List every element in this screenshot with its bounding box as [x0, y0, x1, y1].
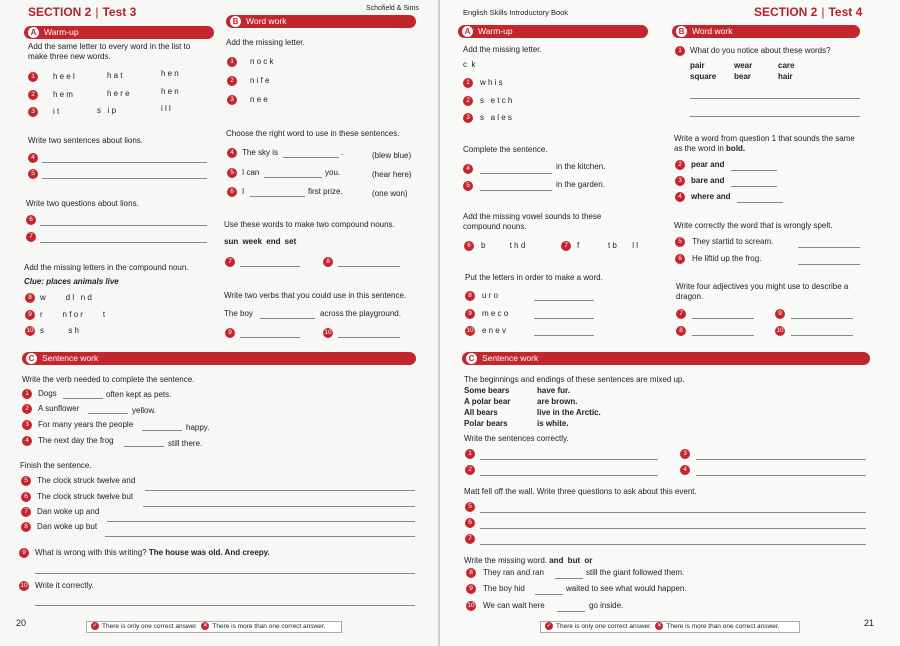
q-number: 8 — [21, 522, 31, 532]
q-number: 1 — [227, 57, 237, 67]
answer-line[interactable] — [42, 162, 207, 163]
q-number: 2 — [22, 404, 32, 414]
q-number: 1 — [463, 78, 473, 88]
q-number: 7 — [21, 507, 31, 517]
q-number: 5 — [227, 168, 237, 178]
q-number: 10 — [324, 329, 332, 336]
answer-line[interactable] — [124, 446, 164, 447]
answer-line[interactable] — [35, 573, 415, 574]
instruction: Write two questions about lions. — [26, 199, 139, 208]
q-number: 8 — [466, 568, 476, 578]
q-number: 1 — [675, 46, 685, 56]
right-page — [440, 0, 900, 646]
sentence-ending: are brown. — [537, 397, 578, 406]
q-number: 10 — [467, 602, 475, 609]
instruction: Write two verbs that you could use in this sentence. — [224, 291, 407, 300]
q-number: 7 — [225, 257, 235, 267]
instruction: Add the missing letter. — [463, 45, 542, 54]
sentence-end: waited to see what would happen. — [566, 584, 687, 593]
q-number: 6 — [675, 254, 685, 264]
q-number: 2 — [675, 160, 685, 170]
sentence-end: yellow. — [132, 406, 157, 415]
sentence-start: I — [242, 187, 245, 196]
sentence-start: Dogs — [38, 389, 57, 398]
answer-line[interactable] — [63, 398, 103, 399]
compound-word: r nfor t — [40, 310, 108, 319]
q-number: 3 — [463, 113, 473, 123]
q-number: 5 — [28, 169, 38, 179]
q-number: 1 — [22, 389, 32, 399]
sentence-end: happy. — [186, 423, 210, 432]
sentence-start: A sunflower — [38, 404, 80, 413]
answer-line[interactable] — [480, 528, 866, 529]
q-number: 10 — [776, 327, 784, 334]
q-number: 4 — [680, 465, 690, 475]
word: nock — [250, 57, 276, 66]
word-prompt: where and — [691, 192, 731, 201]
answer-line[interactable] — [142, 430, 182, 431]
q-number: 3 — [680, 449, 690, 459]
word: hat — [107, 71, 125, 80]
sentencework-banner: C Sentence work — [22, 352, 416, 365]
word: it — [53, 107, 62, 116]
key-footer: ✓ There is only one correct answer. ✕ There is more than one correct answer. — [540, 621, 800, 633]
answer-line[interactable] — [534, 300, 594, 301]
sentence-start: I can — [242, 168, 260, 177]
answer-line[interactable] — [480, 475, 658, 476]
answer-line[interactable] — [480, 190, 552, 191]
scrambled-word: uro — [482, 291, 501, 300]
q-number: 4 — [675, 192, 685, 202]
answer-line[interactable] — [264, 177, 322, 178]
word: bear — [734, 72, 751, 81]
sentence-start: The sky is — [242, 148, 279, 157]
sentence-end: in the kitchen. — [556, 162, 606, 171]
q-number: 2 — [463, 96, 473, 106]
q-number: 7 — [561, 241, 571, 251]
word-prompt: pear and — [691, 160, 725, 169]
sentence-end: you. — [325, 168, 341, 177]
sentence-start: We can wait here — [483, 601, 545, 610]
q-number: 4 — [227, 148, 237, 158]
answer-line[interactable] — [535, 594, 563, 595]
word: nife — [250, 76, 272, 85]
q-number: 4 — [463, 164, 473, 174]
answer-line[interactable] — [480, 512, 866, 513]
compound-word: w dl nd — [40, 293, 95, 302]
instruction: Write the sentences correctly. — [464, 434, 569, 443]
answer-line[interactable] — [105, 536, 415, 537]
word-prompt: bare and — [691, 176, 725, 185]
sentence-end: go inside. — [589, 601, 624, 610]
answer-line[interactable] — [35, 605, 415, 606]
answer-line[interactable] — [696, 459, 866, 460]
multiple-answer-icon: ✕ — [656, 623, 662, 630]
q-number: 8 — [25, 293, 35, 303]
sentence-start: Dan woke up but — [37, 522, 98, 531]
q-number: 5 — [675, 237, 685, 247]
clue: Clue: places animals live — [24, 277, 119, 286]
instruction: Matt fell off the wall. Write three questions to ask about this event. — [464, 487, 697, 496]
left-page — [0, 0, 438, 646]
q-number: 4 — [28, 153, 38, 163]
sentence-start: The clock struck twelve and — [37, 476, 136, 485]
q-number: 2 — [465, 465, 475, 475]
sentence-end: still there. — [168, 439, 203, 448]
word: heel — [53, 72, 77, 81]
warmup-instruction: Add the same letter to every word in the list to make three new words. — [28, 42, 191, 61]
answer-line[interactable] — [338, 337, 400, 338]
letter-choices: c k — [463, 60, 476, 69]
instruction: Write the verb needed to complete the sentence. — [22, 375, 195, 384]
word: s ales — [480, 113, 515, 122]
answer-line[interactable] — [798, 264, 860, 265]
answer-line[interactable] — [107, 521, 415, 522]
sentence-end: . — [341, 148, 344, 157]
sentence-ending: have fur. — [537, 386, 570, 395]
instruction: Finish the sentence. — [20, 461, 92, 470]
word: whis — [480, 78, 505, 87]
q-number: 5 — [465, 502, 475, 512]
q-number: 8 — [465, 291, 475, 301]
word: ill — [161, 104, 173, 113]
answer-line[interactable] — [557, 611, 585, 612]
publisher: Schofield & Sims — [366, 5, 419, 12]
options: (blew blue) — [372, 151, 412, 160]
answer-line[interactable] — [143, 506, 415, 507]
q-number: 9 — [466, 584, 476, 594]
instruction: Add the missing letter. — [226, 38, 305, 47]
instruction: Add the missing letters in the compound noun. — [24, 263, 189, 272]
answer-line[interactable] — [690, 116, 860, 117]
answer-line[interactable] — [731, 186, 777, 187]
q-number: 6 — [464, 241, 474, 251]
warmup-banner: A Warm-up — [24, 26, 214, 39]
instruction: What do you notice about these words? — [690, 46, 831, 55]
q-number: 2 — [28, 90, 38, 100]
sentence: They startid to scream. — [692, 237, 774, 246]
word: hair — [778, 72, 793, 81]
key-footer: ✓ There is only one correct answer. ✕ There is more than one correct answer. — [86, 621, 342, 633]
sentence-start: The clock struck twelve but — [37, 492, 134, 501]
sentence-beginning: Some bears — [464, 386, 510, 395]
answer-line[interactable] — [534, 318, 594, 319]
answer-line[interactable] — [692, 318, 754, 319]
word: care — [778, 61, 795, 70]
instruction: Write two sentences about lions. — [28, 136, 144, 145]
q-number: 6 — [21, 492, 31, 502]
answer-line[interactable] — [534, 335, 594, 336]
q-number: 3 — [227, 95, 237, 105]
sentence-beginning: Polar bears — [464, 419, 508, 428]
answer-line[interactable] — [240, 337, 300, 338]
sentence-beginning: All bears — [464, 408, 498, 417]
q-number: 2 — [227, 76, 237, 86]
wordwork-banner: B Word work — [226, 15, 416, 28]
word: pair — [690, 61, 705, 70]
answer-line[interactable] — [40, 242, 207, 243]
instruction: Put the letters in order to make a word. — [465, 273, 603, 282]
multiple-answer-icon: ✕ — [202, 623, 208, 630]
section-header: SECTION 2 | Test 3 — [28, 5, 137, 19]
scrambled-word: enev — [482, 326, 509, 335]
answer-line[interactable] — [240, 266, 300, 267]
word-bank: sun week end set — [224, 237, 297, 246]
sentence-end: across the playground. — [320, 309, 401, 318]
q-number: 5 — [21, 476, 31, 486]
scrambled-word: meco — [482, 309, 511, 318]
q-number: 1 — [28, 72, 38, 82]
word: here — [107, 89, 132, 98]
options: (hear here) — [372, 170, 412, 179]
options: (one won) — [372, 189, 408, 198]
sentence-start: They ran and ran — [483, 568, 544, 577]
compound-word: b thd — [481, 241, 528, 250]
answer-line[interactable] — [696, 475, 866, 476]
q-number: 3 — [28, 107, 38, 117]
answer-line[interactable] — [260, 318, 315, 319]
word: hen — [161, 69, 181, 78]
q-number: 1 — [465, 449, 475, 459]
word: wear — [734, 61, 753, 70]
word: nee — [250, 95, 270, 104]
q-number: 10 — [20, 582, 28, 589]
q-number: 9 — [19, 548, 29, 558]
q-number: 5 — [463, 181, 473, 191]
single-answer-icon: ✓ — [546, 623, 552, 630]
compound-word: f tb ll — [577, 241, 641, 250]
word: square — [690, 72, 717, 81]
sentence-end: still the giant followed them. — [586, 568, 685, 577]
q-number: 7 — [676, 309, 686, 319]
instruction: Write a word from question 1 that sounds the same as the word in bold. — [674, 134, 855, 153]
word: hen — [161, 87, 181, 96]
instruction: Choose the right word to use in these sentences. — [226, 129, 400, 138]
page-number: 20 — [16, 618, 27, 628]
answer-line[interactable] — [480, 544, 866, 545]
word: s ip — [97, 106, 119, 115]
instruction: Add the missing vowel sounds to these compound nouns. — [463, 212, 602, 231]
answer-line[interactable] — [42, 178, 207, 179]
instruction: Write four adjectives you might use to describe a dragon. — [676, 282, 849, 301]
instruction: The beginnings and endings of these sentences are mixed up. — [464, 375, 685, 384]
answer-line[interactable] — [791, 318, 853, 319]
q-number: 3 — [675, 176, 685, 186]
sentence-end: first prize. — [308, 187, 343, 196]
q-number: 9 — [465, 309, 475, 319]
answer-line[interactable] — [692, 335, 754, 336]
answer-line[interactable] — [88, 413, 128, 414]
q-number: 3 — [22, 420, 32, 430]
q-number: 9 — [775, 309, 785, 319]
q-number: 6 — [26, 215, 36, 225]
q-number: 6 — [465, 518, 475, 528]
answer-line[interactable] — [250, 196, 305, 197]
answer-line[interactable] — [338, 266, 400, 267]
word: s etch — [480, 96, 515, 105]
q-number: 10 — [466, 327, 474, 334]
answer-line[interactable] — [690, 98, 860, 99]
answer-line[interactable] — [40, 225, 207, 226]
sentence-beginning: A polar bear — [464, 397, 511, 406]
sentence-end: often kept as pets. — [106, 390, 172, 399]
answer-line[interactable] — [145, 490, 415, 491]
instruction: Write correctly the word that is wrongly spelt. — [674, 221, 833, 230]
q-number: 10 — [26, 327, 34, 334]
instruction: Write the missing word. and but or — [464, 556, 593, 565]
q-number: 8 — [676, 326, 686, 336]
answer-line[interactable] — [480, 173, 552, 174]
instruction: Use these words to make two compound nouns. — [224, 220, 395, 229]
warmup-banner: A Warm-up — [458, 25, 648, 38]
q-number: 4 — [22, 436, 32, 446]
book-title: English Skills Introductory Book — [463, 8, 569, 17]
answer-line[interactable] — [283, 157, 339, 158]
answer-line[interactable] — [555, 578, 583, 579]
answer-line[interactable] — [737, 202, 783, 203]
wrong-question: What is wrong with this writing? The house was old. And creepy. — [35, 548, 270, 557]
word: hem — [53, 90, 76, 99]
sentence-start: The next day the frog — [38, 436, 114, 445]
q-number: 7 — [26, 232, 36, 242]
q-number: 9 — [225, 328, 235, 338]
sentence-ending: live in the Arctic. — [537, 408, 601, 417]
sentence-start: The boy hid — [483, 584, 525, 593]
q-number: 8 — [323, 257, 333, 267]
answer-line[interactable] — [798, 247, 860, 248]
sentence-ending: is white. — [537, 419, 569, 428]
sentence-start: Dan woke up and — [37, 507, 100, 516]
answer-line[interactable] — [731, 170, 777, 171]
sentence-start: For many years the people — [38, 420, 134, 429]
wordwork-banner: B Word work — [672, 25, 860, 38]
q-number: 6 — [227, 187, 237, 197]
sentence: He liftid up the frog. — [692, 254, 762, 263]
page-number: 21 — [864, 618, 875, 628]
single-answer-icon: ✓ — [92, 623, 98, 630]
compound-word: s sh — [40, 326, 82, 335]
q-number: 9 — [25, 310, 35, 320]
sentence-start: The boy — [224, 309, 253, 318]
instruction: Write it correctly. — [35, 581, 94, 590]
instruction: Complete the sentence. — [463, 145, 548, 154]
q-number: 7 — [465, 534, 475, 544]
sentencework-banner: C Sentence work — [462, 352, 870, 365]
answer-line[interactable] — [791, 335, 853, 336]
answer-line[interactable] — [480, 459, 658, 460]
section-header: SECTION 2 | Test 4 — [754, 5, 863, 19]
sentence-end: in the garden. — [556, 180, 605, 189]
